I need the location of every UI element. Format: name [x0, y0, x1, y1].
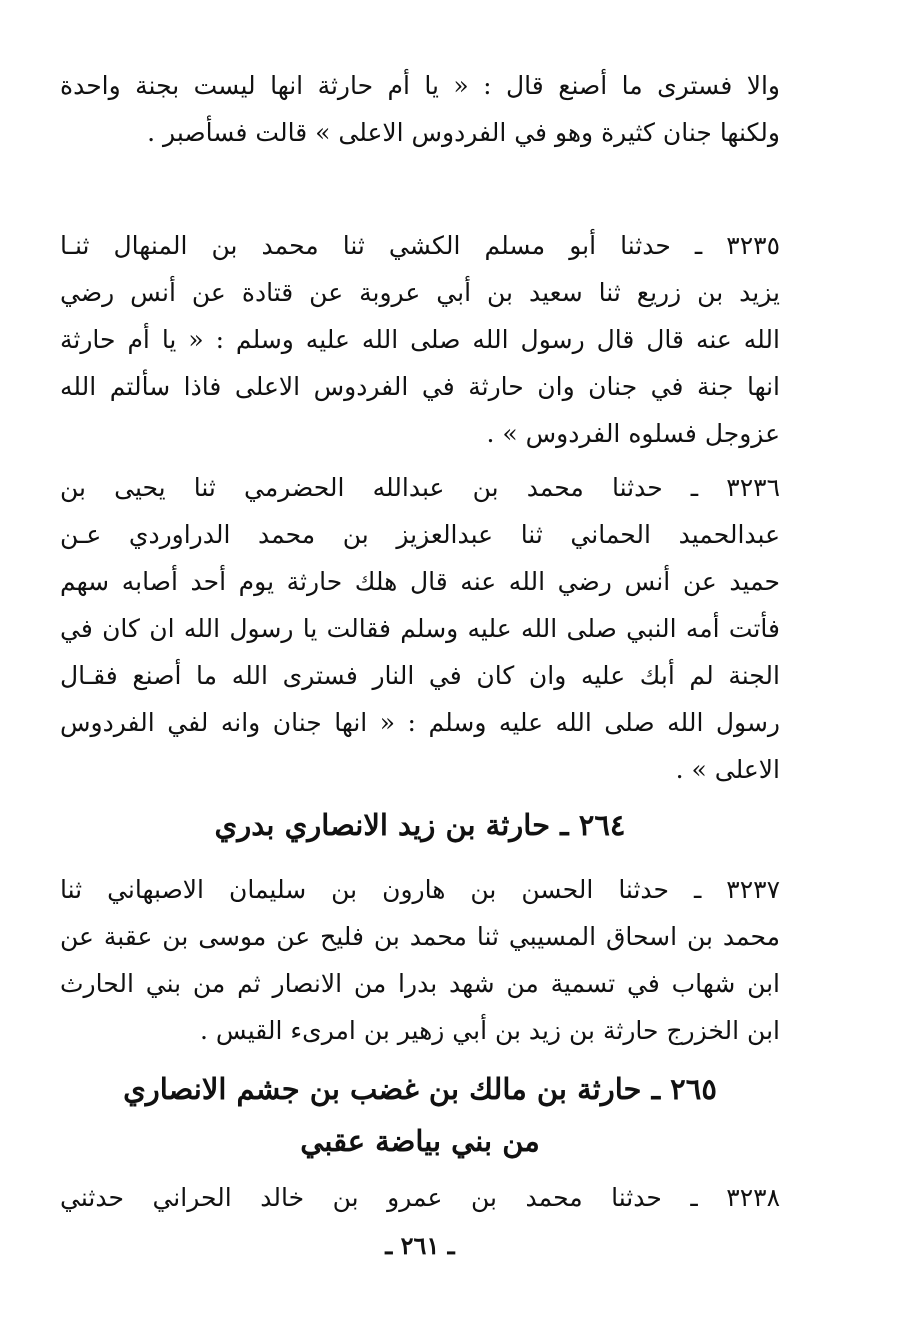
text-line: حميد عن أنس رضي الله عنه قال هلك حارثة يوم أحد أصابه سهم: [60, 567, 780, 596]
hadith-3235: [60, 222, 780, 457]
page-number: ـ ٢٦١ ـ: [385, 1231, 455, 1260]
document-page: [60, 58, 780, 1298]
section-heading-265: [60, 1063, 780, 1167]
heading-line: ٢٦٥ ـ حارثة بن مالك بن غضب بن جشم الانصاري: [123, 1072, 717, 1106]
text-line: فأتت أمه النبي صلى الله عليه وسلم فقالت يا رسول الله ان كان في: [60, 614, 780, 643]
paragraph-continuation: [60, 62, 780, 156]
text-line: الله عنه قال قال رسول الله صلى الله عليه وسلم : « يا أم حارثة: [60, 325, 780, 354]
text-line: ولكنها جنان كثيرة وهو في الفردوس الاعلى » قالت فسأصبر .: [147, 118, 780, 147]
heading-line: من بني بياضة عقبي: [300, 1124, 540, 1158]
text-line: رسول الله صلى الله عليه وسلم : « انها جنان وانه لفي الفردوس: [60, 708, 780, 737]
text-line: ٣٢٣٧ ـ حدثنا الحسن بن هارون بن سليمان الاصبهاني ثنا: [60, 875, 780, 904]
text-line: يزيد بن زريع ثنا سعيد بن أبي عروبة عن قتادة عن أنس رضي: [60, 278, 780, 307]
text-line: والا فسترى ما أصنع قال : « يا أم حارثة انها ليست بجنة واحدة: [60, 71, 780, 100]
text-line: انها جنة في جنان وان حارثة في الفردوس الاعلى فاذا سألتم الله: [60, 372, 780, 401]
text-line: الجنة لم أبك عليه وان كان في النار فسترى الله ما أصنع فقـال: [60, 661, 780, 690]
text-line: عزوجل فسلوه الفردوس » .: [486, 419, 780, 448]
text-line: ٣٢٣٦ ـ حدثنا محمد بن عبدالله الحضرمي ثنا يحيى بن: [60, 473, 780, 502]
hadith-3237: [60, 866, 780, 1054]
text-line: ٣٢٣٥ ـ حدثنا أبو مسلم الكشي ثنا محمد بن المنهال ثنـا: [60, 231, 780, 260]
text-line: الاعلى » .: [675, 755, 780, 784]
text-line: محمد بن اسحاق المسيبي ثنا محمد بن فليح عن موسى بن عقبة عن: [60, 922, 780, 951]
text-line: ابن شهاب في تسمية من شهد بدرا من الانصار ثم من بني الحارث: [60, 969, 780, 998]
hadith-3236: [60, 464, 780, 793]
text-line: عبدالحميد الحماني ثنا عبدالعزيز بن محمد الدراوردي عـن: [60, 520, 780, 549]
hadith-3238: [60, 1174, 780, 1221]
text-line: ٣٢٣٨ ـ حدثنا محمد بن عمرو بن خالد الحراني حدثني: [60, 1183, 780, 1212]
text-line: ابن الخزرج حارثة بن زيد بن أبي زهير بن امرىء القيس .: [199, 1016, 780, 1045]
section-heading-264: ٢٦٤ ـ حارثة بن زيد الانصاري بدري: [214, 808, 626, 842]
